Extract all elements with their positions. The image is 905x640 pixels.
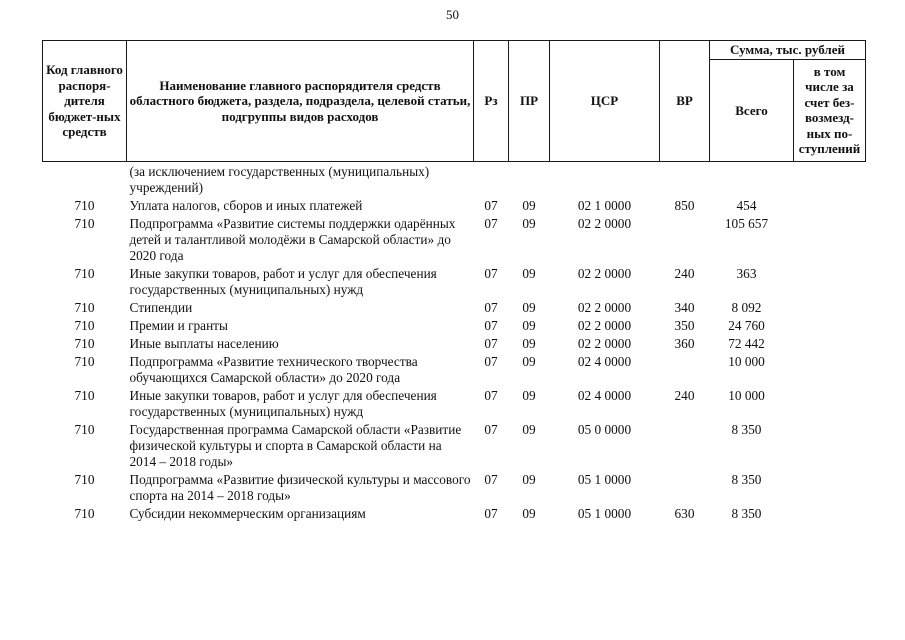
table-row	[43, 388, 866, 422]
cell-free	[794, 162, 866, 199]
cell-name: Уплата налогов, сборов и иных платежей	[129, 198, 363, 213]
page-number: 50	[446, 7, 459, 22]
cell-name: Иные закупки товаров, работ и услуг для обеспечения государственных (муниципальных) нужд	[129, 266, 437, 297]
header-free: в том числе за счет без-возмезд-ных по-ступлений	[794, 59, 866, 162]
cell-pr: 09	[522, 422, 536, 437]
cell-total: 8 350	[731, 422, 762, 437]
cell-rz: 07	[484, 336, 498, 351]
cell-csr: 05 0 0000	[577, 422, 632, 437]
cell-name: Иные выплаты населению	[129, 336, 279, 351]
cell-rz	[474, 162, 509, 199]
cell-code: 710	[74, 506, 95, 521]
cell-code: 710	[74, 472, 95, 487]
cell-name: Подпрограмма «Развитие физической культуры и массового спорта на 2014 – 2018 годы»	[129, 472, 471, 503]
cell-rz: 07	[484, 318, 498, 333]
cell-rz: 07	[484, 422, 498, 437]
cell-vr	[660, 216, 710, 266]
cell-csr: 05 1 0000	[577, 506, 632, 521]
cell-vr	[660, 162, 710, 199]
cell-name: (за исключением государственных (муниципальных) учреждений)	[129, 164, 430, 195]
cell-pr: 09	[522, 388, 536, 403]
cell-csr: 02 2 0000	[577, 266, 632, 281]
cell-pr: 09	[522, 506, 536, 521]
table-row	[43, 472, 866, 506]
table-row	[43, 266, 866, 300]
cell-rz: 07	[484, 198, 498, 213]
table-row	[43, 198, 866, 216]
cell-pr: 09	[522, 472, 536, 487]
cell-name: Подпрограмма «Развитие технического творчества обучающихся Самарской области» до 2020 года	[129, 354, 418, 385]
table-header	[43, 41, 866, 162]
table-row	[43, 422, 866, 472]
cell-total: 24 760	[728, 318, 765, 333]
cell-csr: 02 2 0000	[577, 336, 632, 351]
table-row	[43, 354, 866, 388]
cell-code: 710	[74, 198, 95, 213]
table-body	[43, 162, 866, 525]
cell-vr: 350	[674, 318, 695, 333]
cell-code: 710	[74, 266, 95, 281]
cell-free	[794, 318, 866, 336]
cell-free	[794, 336, 866, 354]
cell-pr	[509, 162, 550, 199]
cell-vr: 630	[674, 506, 695, 521]
cell-csr	[550, 162, 660, 199]
header-total: Всего	[710, 59, 794, 162]
cell-total: 10 000	[728, 388, 765, 403]
budget-table	[42, 40, 866, 524]
cell-code: 710	[74, 354, 95, 369]
header-vr: ВР	[660, 41, 710, 162]
cell-vr	[660, 422, 710, 472]
cell-pr: 09	[522, 336, 536, 351]
cell-code	[43, 162, 127, 199]
cell-free	[794, 216, 866, 266]
cell-code: 710	[74, 300, 95, 315]
table-row	[43, 318, 866, 336]
cell-free	[794, 300, 866, 318]
cell-csr: 02 2 0000	[577, 318, 632, 333]
cell-free	[794, 472, 866, 506]
table-row	[43, 216, 866, 266]
cell-free	[794, 266, 866, 300]
cell-code: 710	[74, 318, 95, 333]
cell-vr: 240	[674, 388, 695, 403]
cell-name: Подпрограмма «Развитие системы поддержки одарённых детей и талантливой молодёжи в Самарской области» до 2020 года	[129, 216, 456, 263]
cell-name: Стипендии	[129, 300, 193, 315]
cell-total: 363	[736, 266, 757, 281]
cell-total: 10 000	[728, 354, 765, 369]
cell-vr	[660, 472, 710, 506]
header-csr: ЦСР	[550, 41, 660, 162]
table-row	[43, 336, 866, 354]
cell-code: 710	[74, 388, 95, 403]
cell-name: Иные закупки товаров, работ и услуг для обеспечения государственных (муниципальных) нужд	[129, 388, 437, 419]
cell-total	[710, 162, 794, 199]
cell-total: 8 350	[731, 472, 762, 487]
header-name: Наименование главного распорядителя средств областного бюджета, раздела, подраздела, целевой статьи, подгруппы видов расходов	[127, 41, 474, 162]
cell-csr: 05 1 0000	[577, 472, 632, 487]
table-row	[43, 506, 866, 524]
cell-vr	[660, 354, 710, 388]
cell-code: 710	[74, 422, 95, 437]
cell-code: 710	[74, 336, 95, 351]
cell-total: 72 442	[728, 336, 765, 351]
cell-free	[794, 198, 866, 216]
cell-vr: 240	[674, 266, 695, 281]
cell-csr: 02 1 0000	[577, 198, 632, 213]
cell-rz: 07	[484, 472, 498, 487]
cell-pr: 09	[522, 300, 536, 315]
cell-rz: 07	[484, 300, 498, 315]
header-code: Код главного распоря-дителя бюджет-ных средств	[43, 41, 127, 162]
header-rz: Рз	[474, 41, 509, 162]
cell-vr: 850	[674, 198, 695, 213]
cell-name: Государственная программа Самарской области «Развитие физической культуры и спорта в Самарской области на 2014 – 2018 годы»	[129, 422, 462, 469]
cell-rz: 07	[484, 266, 498, 281]
cell-free	[794, 354, 866, 388]
header-sum-group: Сумма, тыс. рублей	[710, 41, 866, 60]
cell-rz: 07	[484, 388, 498, 403]
table-row	[43, 162, 866, 199]
cell-total: 105 657	[724, 216, 769, 231]
cell-total: 8 092	[731, 300, 762, 315]
cell-total: 8 350	[731, 506, 762, 521]
cell-rz: 07	[484, 354, 498, 369]
cell-free	[794, 506, 866, 524]
table-row	[43, 300, 866, 318]
cell-vr: 340	[674, 300, 695, 315]
cell-rz: 07	[484, 506, 498, 521]
cell-pr: 09	[522, 318, 536, 333]
cell-csr: 02 4 0000	[577, 354, 632, 369]
cell-vr: 360	[674, 336, 695, 351]
cell-name: Субсидии некоммерческим организациям	[129, 506, 366, 521]
cell-csr: 02 4 0000	[577, 388, 632, 403]
cell-total: 454	[736, 198, 757, 213]
cell-csr: 02 2 0000	[577, 300, 632, 315]
cell-free	[794, 388, 866, 422]
cell-name: Премии и гранты	[129, 318, 228, 333]
cell-code: 710	[74, 216, 95, 231]
cell-pr: 09	[522, 198, 536, 213]
cell-pr: 09	[522, 354, 536, 369]
header-pr: ПР	[509, 41, 550, 162]
cell-rz: 07	[484, 216, 498, 231]
cell-pr: 09	[522, 266, 536, 281]
cell-free	[794, 422, 866, 472]
cell-pr: 09	[522, 216, 536, 231]
cell-csr: 02 2 0000	[577, 216, 632, 231]
